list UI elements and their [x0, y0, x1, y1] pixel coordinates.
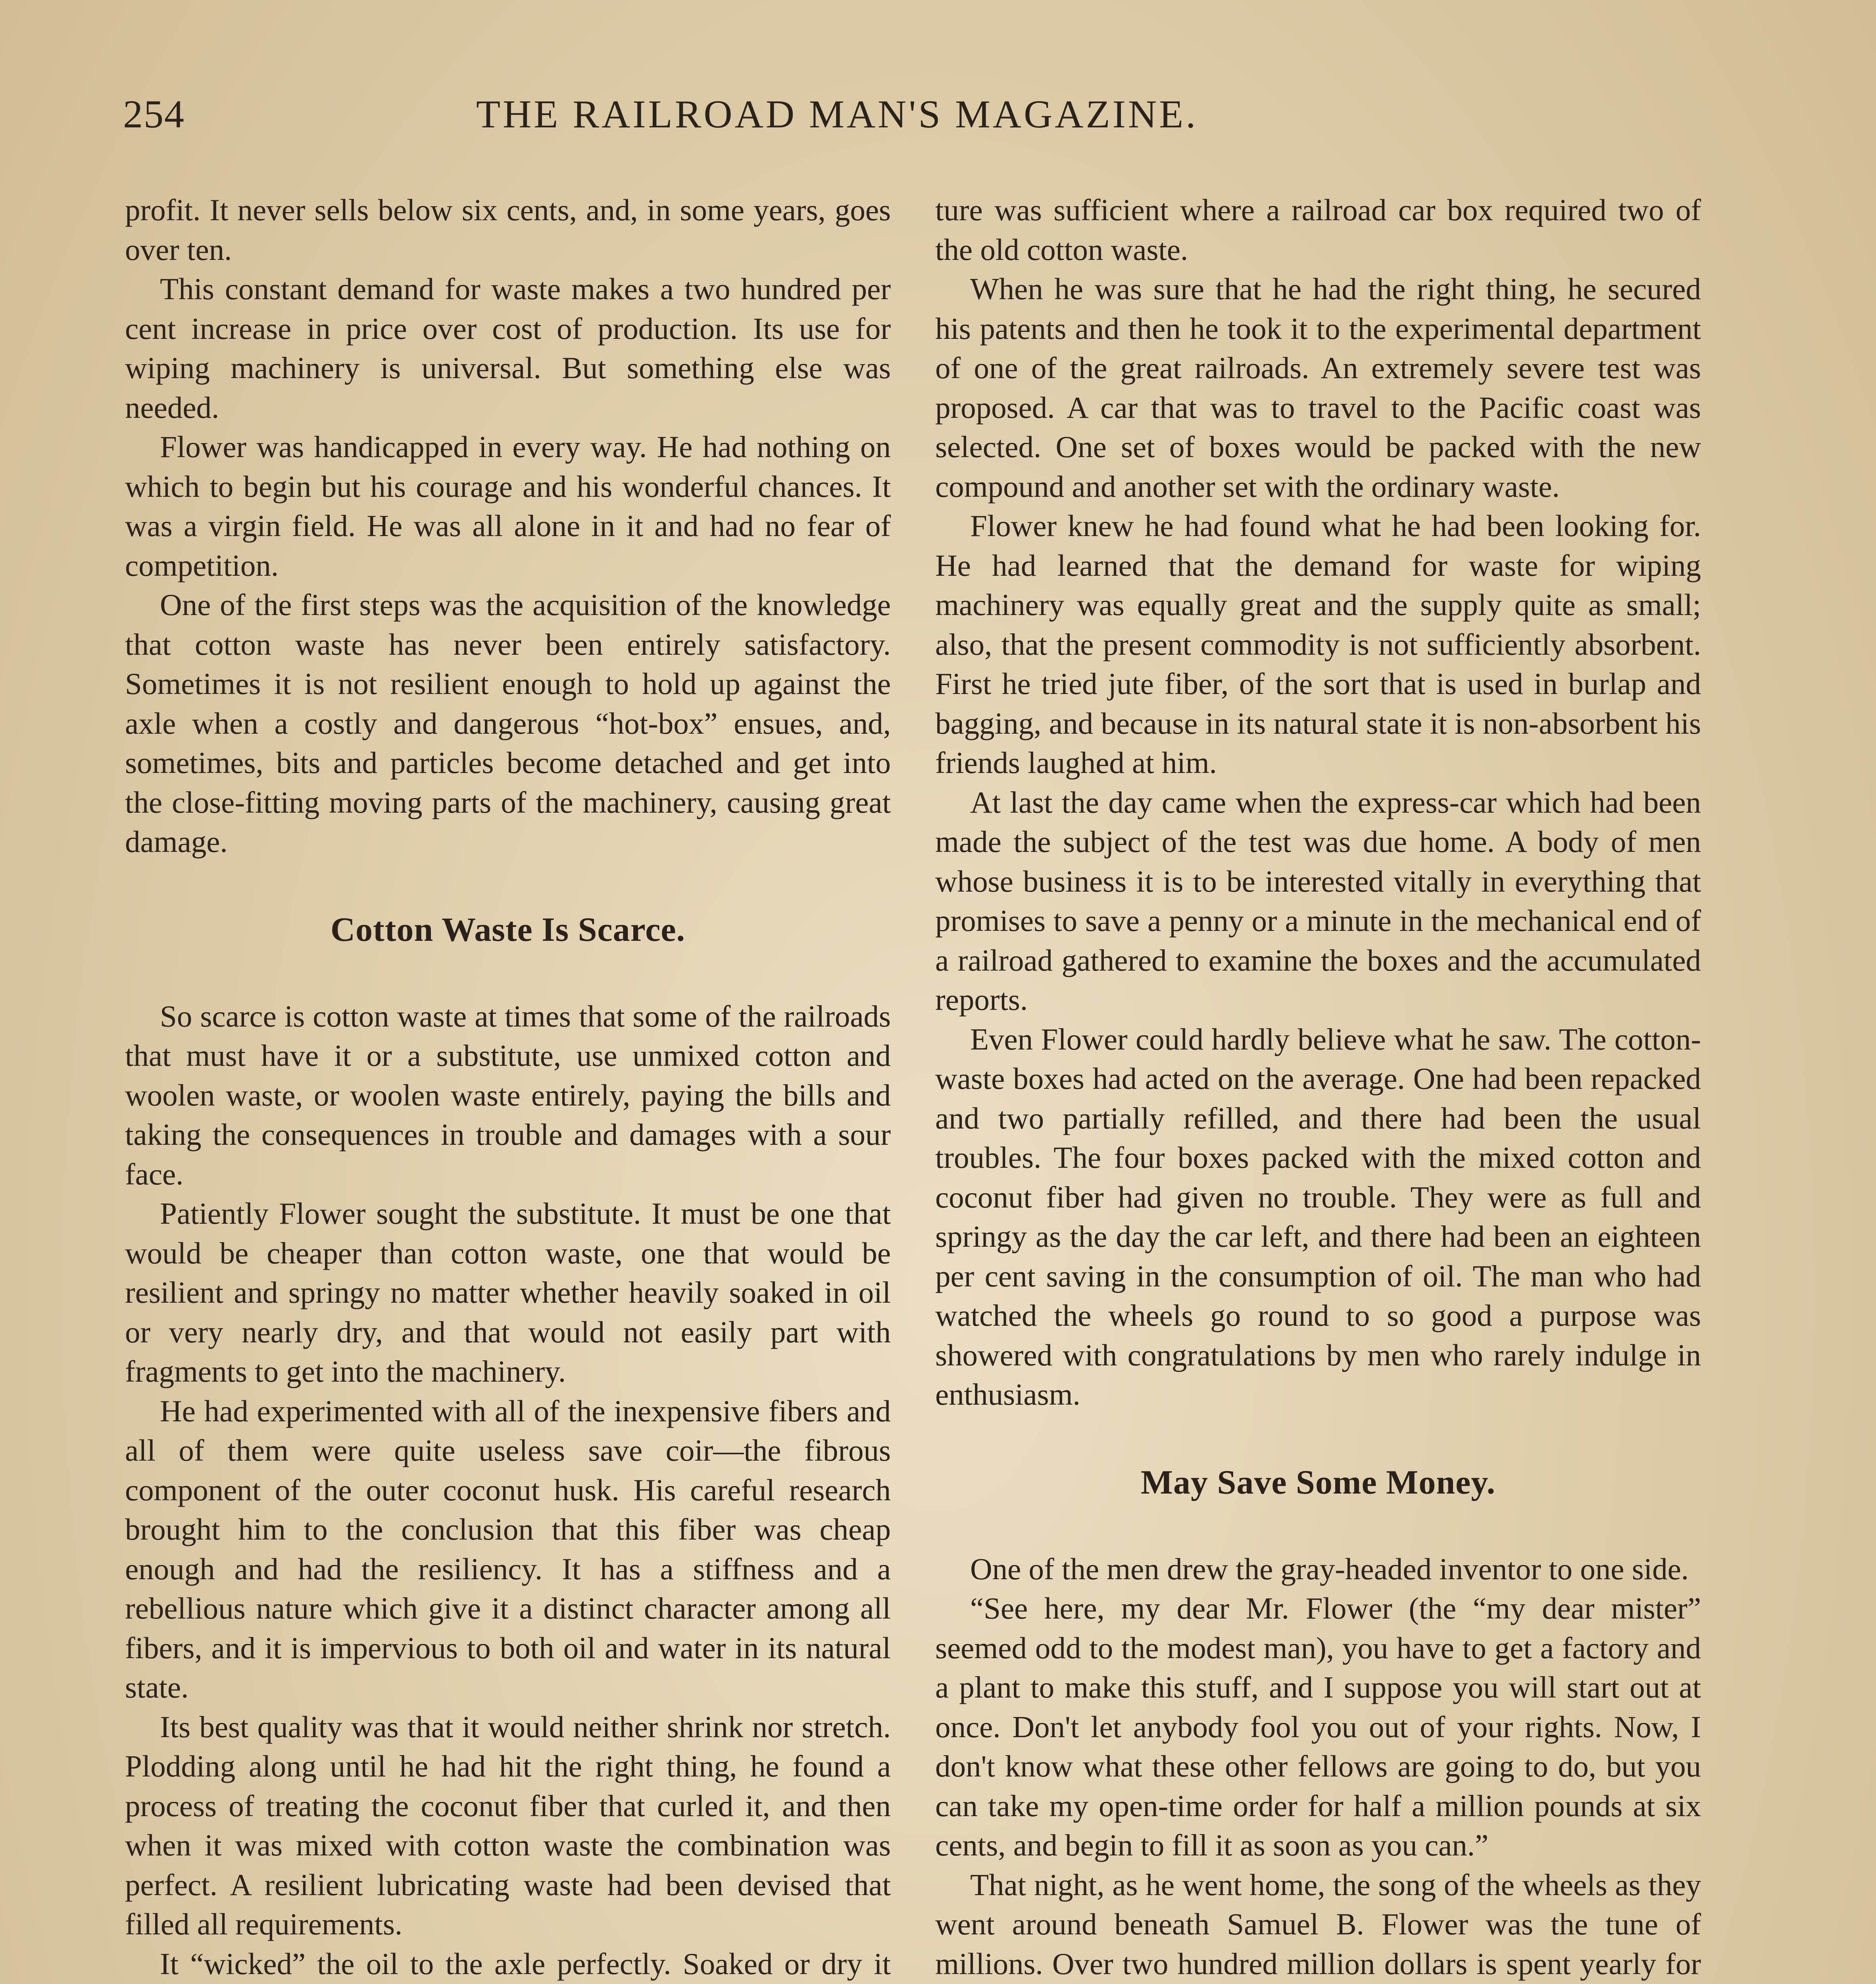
left-column [125, 190, 891, 1984]
section-heading: Cotton Waste Is Scarce. [330, 910, 686, 948]
paragraph: One of the men drew the gray-headed inventor to one side. [970, 1551, 1689, 1586]
section-heading: May Save Some Money. [1140, 1463, 1496, 1501]
paragraph: Flower was handicapped in every way. He had nothing on which to begin but his courage and his wonderful chances. It was a virgin field. He was all alone in it and had no fear of competition. [125, 430, 891, 583]
paragraph: When he was sure that he had the right thing, he secured his patents and then he took it to the experimental department of one of the great railroads. An extremely severe test was proposed. A car that was to travel to the Pacific coast was selected. One set of boxes would be packed with the new compound and another set with the ordinary waste. [935, 272, 1701, 504]
paragraph: At last the day came when the express-car which had been made the subject of the test was due home. A body of men whose business it is to be interested vitally in everything that promises to save a penny or a minute in the mechanical end of a railroad gathered to examine the boxes and the accumulated reports. [935, 785, 1701, 1017]
paragraph: Its best quality was that it would neither shrink nor stretch. Plodding along until he had hit the right thing, he found a process of treating the coconut fiber that curled it, and then when it was mixed with cotton waste the combination was perfect. A resilient lubricating waste had been devised that filled all requirements. [125, 1709, 891, 1941]
paragraph: That night, as he went home, the song of the wheels as they went around beneath Samuel B. Flower was the tune of millions. Over two hundred million dollars is spent yearly for [935, 1867, 1701, 1981]
paragraph: He had experimented with all of the inexpensive fibers and all of them were quite useless save coir—the fibrous component of the outer coconut husk. His careful research brought him to the conclusion that this fiber was cheap enough and had the resiliency. It has a stiffness and a rebellious nature which give it a distinct character among all fibers, and it is impervious to both oil and water in its natural state. [125, 1394, 891, 1704]
paragraph: So scarce is cotton waste at times that some of the railroads that must have it or a substitute, use unmixed cotton and woolen waste, or woolen waste entirely, paying the bills and taking the consequences in trouble and damages with a sour face. [125, 999, 891, 1191]
paragraph: Even Flower could hardly believe what he saw. The cotton-waste boxes had acted on the average. One had been repacked and two partially refilled, and there had been the usual troubles. The four boxes packed with the mixed cotton and coconut fiber had given no trouble. They were as full and springy as the day the car left, and there had been an eighteen per cent saving in the consumption of oil. The man who had watched the wheels go round to so good a purpose was showered with congratulations by men who rarely indulge in enthusiasm. [935, 1022, 1701, 1411]
paragraph: Patiently Flower sought the substitute. It must be one that would be cheaper than cotton waste, one that would be resilient and springy no matter whether heavily soaked in oil or very nearly dry, and that would not easily part with fragments to get into the machinery. [125, 1196, 891, 1388]
paragraph: profit. It never sells below six cents, and, in some years, goes over ten. [125, 193, 891, 267]
page-number: 254 [123, 92, 185, 136]
paragraph: It “wicked” the oil to the axle perfectly. Soaked or dry it [160, 1946, 891, 1981]
paragraph: One of the first steps was the acquisition of the knowledge that cotton waste has never been entirely satisfactory. Sometimes it is not resilient enough to hold up against the axle when a costly and dangerous “hot-box” ensues, and, sometimes, bits and particles become detached and get into the close-fitting moving parts of the machinery, causing great damage. [125, 588, 891, 859]
right-column [935, 190, 1701, 1984]
running-head [123, 91, 1746, 147]
paragraph: “See here, my dear Mr. Flower (the “my dear mister” seemed odd to the modest man), you have to get a factory and a plant to make this stuff, and I suppose you will start out at once. Don't let anybody fool you out of your rights. Now, I don't know what these other fellows are going to do, but you can take my open-time order for half a million pounds at six cents, and begin to fill it as soon as you can.” [935, 1591, 1701, 1862]
paragraph: Flower knew he had found what he had been looking for. He had learned that the demand for waste for wiping machinery was equally great and the supply quite as small; also, that the present commodity is not sufficiently absorbent. First he tried jute fiber, of the sort that is used in burlap and bagging, and because in its natural state it is non-absorbent his friends laughed at him. [935, 509, 1701, 780]
paragraph: This constant demand for waste makes a two hundred per cent increase in price over cost of production. Its use for wiping machinery is universal. But something else was needed. [125, 272, 891, 425]
paragraph: ture was sufficient where a railroad car box required two of the old cotton waste. [935, 193, 1701, 267]
magazine-title: THE RAILROAD MAN'S MAGAZINE. [476, 92, 1198, 136]
